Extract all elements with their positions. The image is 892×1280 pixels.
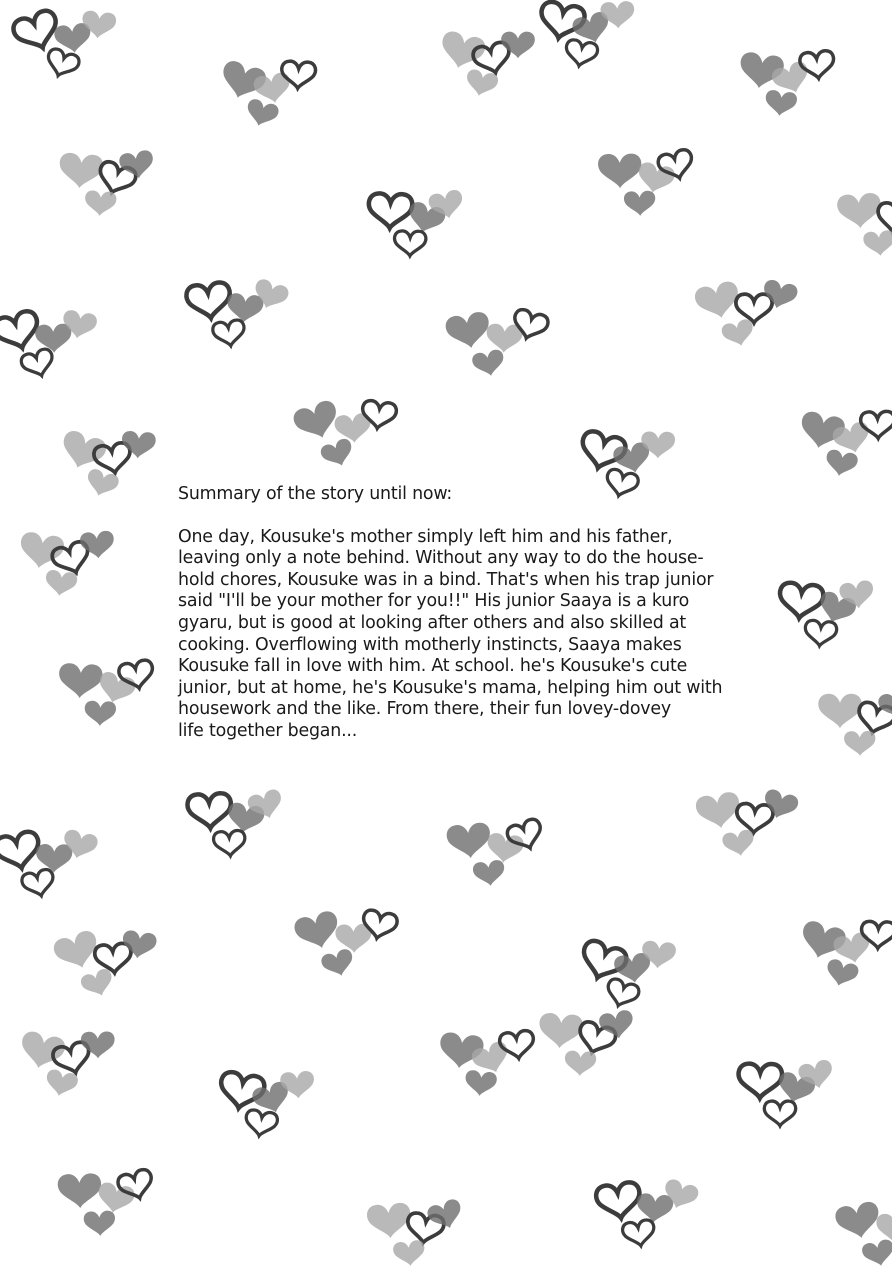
heart-doodle [213, 830, 246, 857]
heart-doodle [57, 1173, 102, 1209]
heart-doodle [118, 149, 155, 181]
heart-doodle [877, 688, 892, 722]
heart-doodle [394, 231, 426, 256]
heart-doodle [81, 1031, 115, 1058]
summary-line: junior, but at home, he's Kousuke's mama, helping him out with [178, 677, 723, 698]
heart-doodle [736, 294, 772, 323]
heart-doodle [185, 281, 232, 320]
heart-doodle [863, 230, 892, 257]
heart-doodle [804, 620, 837, 647]
heart-doodle [36, 844, 73, 873]
heart-doodle [84, 190, 117, 217]
heart-doodle [861, 1238, 892, 1269]
heart-doodle [121, 430, 156, 459]
heart-doodle [392, 1240, 426, 1268]
summary-line: hold chores, Kousuke was in a bind. That's when his trap junior [178, 569, 714, 590]
summary-line: housework and the like. From there, their fun lovey-dovey [178, 699, 671, 720]
heart-doodle [187, 793, 232, 830]
heart-doodle [471, 348, 506, 378]
heart-doodle [84, 701, 116, 727]
heart-doodle [736, 803, 774, 834]
heart-doodle [444, 310, 493, 351]
heart-doodle [446, 822, 493, 861]
heart-doodle [823, 958, 860, 990]
heart-doodle [472, 859, 506, 887]
heart-doodle [720, 318, 756, 350]
summary-line: Kousuke fall in love with him. At school. he's Kousuke's cute [178, 656, 688, 677]
heart-doodle [778, 582, 825, 621]
heart-doodle [564, 39, 599, 69]
heart-doodle [43, 47, 81, 81]
heart-doodle [57, 428, 109, 474]
heart-doodle [95, 1181, 136, 1216]
heart-doodle [120, 929, 157, 960]
heart-doodle [464, 1070, 498, 1098]
heart-doodle [764, 89, 798, 117]
heart-doodle [366, 1202, 412, 1240]
heart-doodle [875, 202, 892, 236]
heart-doodle [20, 868, 56, 899]
heart-doodle [368, 193, 413, 229]
story-summary [178, 484, 748, 743]
heart-doodle [319, 437, 357, 471]
summary-line: gyaru, but is good at looking after others and also skilled at [178, 612, 687, 633]
heart-doodle [598, 153, 642, 188]
heart-doodle [844, 731, 876, 756]
heart-doodle [79, 967, 117, 1001]
heart-doodle [876, 1214, 892, 1244]
heart-doodle [635, 1193, 673, 1225]
heart-doodle [83, 1210, 116, 1236]
heart-doodle [501, 32, 535, 59]
heart-doodle [624, 191, 656, 217]
summary-line: said "I'll be your mother for you!!" His junior Saaya is a kuro [178, 591, 690, 612]
heart-doodle [19, 347, 56, 380]
summary-line: leaving only a note behind. Without any way to do the house- [178, 548, 704, 569]
heart-doodle [58, 663, 103, 700]
heart-doodle [244, 1109, 279, 1138]
heart-doodle [292, 909, 343, 953]
heart-doodle [538, 1012, 584, 1049]
heart-doodle [225, 292, 264, 324]
heart-doodle [212, 319, 246, 348]
summary-line: cooking. Overflowing with motherly instincts, Saaya makes [178, 634, 682, 655]
summary-line: life together began... [178, 720, 358, 741]
heart-doodle [824, 448, 859, 478]
heart-doodle [721, 829, 756, 859]
heart-doodle [94, 943, 132, 975]
heart-doodle [243, 97, 280, 129]
heart-doodle [635, 161, 676, 196]
heart-doodle [834, 1200, 883, 1242]
heart-doodle [485, 832, 524, 865]
heart-doodle [425, 1197, 466, 1233]
heart-doodle [764, 1101, 795, 1126]
summary-heading: Summary of the story until now: [178, 484, 453, 504]
heart-doodle [58, 152, 104, 190]
heart-doodle [837, 192, 883, 229]
summary-line: One day, Kousuke's mother simply left him and his father, [178, 526, 673, 547]
heart-doodle [818, 694, 861, 728]
heart-doodle [320, 947, 357, 979]
heart-doodle [622, 1219, 657, 1248]
heart-doodle [738, 1063, 782, 1098]
heart-doodle [595, 1181, 643, 1221]
heart-doodle [44, 569, 78, 598]
heart-doodle [564, 1050, 597, 1076]
